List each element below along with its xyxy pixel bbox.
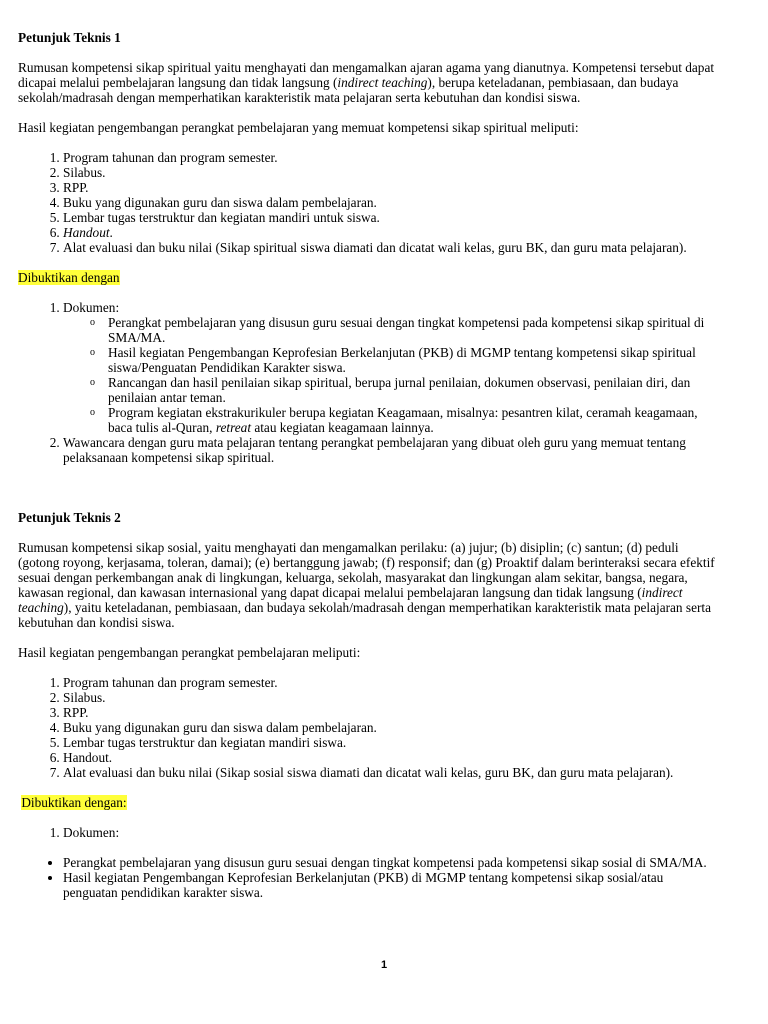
list-item: o Hasil kegiatan Pengembangan Keprofesian Berkelanjutan (PKB) di MGMP tentang kompetensi sikap spiritual siswa/Penguatan Pendidikan Karakter siswa. xyxy=(108,345,718,375)
list-item: 3. RPP. xyxy=(63,705,718,720)
section-2-proof-bullets xyxy=(18,855,718,900)
list-item: 2. Silabus. xyxy=(63,690,718,705)
list-item: 6. Handout. xyxy=(63,225,718,240)
section-2-lead: Hasil kegiatan pengembangan perangkat pembelajaran meliputi: xyxy=(18,645,361,660)
section-2-proof-list xyxy=(18,825,718,840)
list-item: 3. RPP. xyxy=(63,180,718,195)
section-2-intro: Rumusan kompetensi sikap sosial, yaitu menghayati dan mengamalkan perilaku: (a) jujur; (b) disiplin; (c) santun; (d) peduli (gotong royong, kerjasama, toleran, damai); (e) bertanggung jawab; (f) responsif; dan (g) Proaktif dalam berinteraksi secara efektif sesuai dengan perkembangan anak di lingkungan, keluarga, sekolah, masyarakat dan lingkungan alam sekitar, bangsa, negara, kawasan regional, dan kawasan internasional yang dapat dicapai melalui pembelajaran langsung dan tidak langsung (indirect teaching), yaitu keteladanan, pembiasaan, dan budaya sekolah/madrasah dengan memperhatikan karakteristik mata pelajaran serta kebutuhan dan kondisi siswa. xyxy=(18,540,715,630)
list-item: 4. Buku yang digunakan guru dan siswa dalam pembelajaran. xyxy=(63,195,718,210)
section-1-lead: Hasil kegiatan pengembangan perangkat pembelajaran yang memuat kompetensi sikap spiritual meliputi: xyxy=(18,120,579,135)
section-1-proof-sublist xyxy=(63,315,718,435)
list-item: 2. Silabus. xyxy=(63,165,718,180)
list-item: o Rancangan dan hasil penilaian sikap spiritual, berupa jurnal penilaian, dokumen observasi, penilaian diri, dan penilaian antar teman. xyxy=(108,375,718,405)
document-body xyxy=(18,30,718,900)
section-2-proof-label: Dibuktikan dengan: xyxy=(21,795,127,810)
section-spacer xyxy=(18,480,718,510)
list-item: 5. Lembar tugas terstruktur dan kegiatan mandiri untuk siswa. xyxy=(63,210,718,225)
list-item: 7. Alat evaluasi dan buku nilai (Sikap sosial siswa diamati dan dicatat wali kelas, guru BK, dan guru mata pelajaran). xyxy=(63,765,718,780)
list-item: • Hasil kegiatan Pengembangan Keprofesian Berkelanjutan (PKB) di MGMP tentang kompetensi sikap sosial/atau penguatan pendidikan karakter siswa. xyxy=(63,870,718,900)
list-item: 6. Handout. xyxy=(63,750,718,765)
list-item: • Perangkat pembelajaran yang disusun guru sesuai dengan tingkat kompetensi pada kompetensi sikap sosial di SMA/MA. xyxy=(63,855,718,870)
list-item: 5. Lembar tugas terstruktur dan kegiatan mandiri siswa. xyxy=(63,735,718,750)
list-item: 2. Wawancara dengan guru mata pelajaran tentang perangkat pembelajaran yang dibuat oleh guru yang memuat tentang pelaksanaan kompetensi sikap spiritual. xyxy=(63,435,718,465)
section-2-title: Petunjuk Teknis 2 xyxy=(18,510,121,525)
section-1-proof-label: Dibuktikan dengan xyxy=(18,270,120,285)
list-item: 1. Dokumen: o Perangkat pembelajaran yang disusun guru sesuai dengan tingkat kompetensi pada kompetensi sikap spiritual di SMA/MA. o Hasil kegiatan Pengembangan Keprofesian Berkelanjutan (PKB) di MGMP tentang kompetensi sikap spiritual siswa/Penguatan Pendidikan Karakter siswa. o Rancangan dan hasil penilaian sikap spiritual, berupa jurnal penilaian, dokumen observasi, penilaian diri, dan penilaian antar teman. o Program kegiatan ekstrakurikuler berupa kegiatan Keagamaan, misalnya: pesantren kilat, ceramah keagamaan, baca tulis al-Quran, retreat atau kegiatan keagamaan lainnya. xyxy=(63,300,718,435)
list-item: 7. Alat evaluasi dan buku nilai (Sikap spiritual siswa diamati dan dicatat wali kelas, guru BK, dan guru mata pelajaran). xyxy=(63,240,718,255)
list-item: o Program kegiatan ekstrakurikuler berupa kegiatan Keagamaan, misalnya: pesantren kilat, ceramah keagamaan, baca tulis al-Quran, retreat atau kegiatan keagamaan lainnya. xyxy=(108,405,718,435)
list-item: 1. Program tahunan dan program semester. xyxy=(63,675,718,690)
list-item: 4. Buku yang digunakan guru dan siswa dalam pembelajaran. xyxy=(63,720,718,735)
section-2-list xyxy=(18,675,718,780)
list-item: o Perangkat pembelajaran yang disusun guru sesuai dengan tingkat kompetensi pada kompetensi sikap spiritual di SMA/MA. xyxy=(108,315,718,345)
section-1-intro: Rumusan kompetensi sikap spiritual yaitu menghayati dan mengamalkan ajaran agama yang dianutnya. Kompetensi tersebut dapat dicapai melalui pembelajaran langsung dan tidak langsung (indirect teaching), berupa keteladanan, pembiasaan, dan budaya sekolah/madrasah dengan memperhatikan karakteristik mata pelajaran serta kebutuhan dan kondisi siswa. xyxy=(18,60,715,105)
page-number: 1 xyxy=(380,959,388,971)
section-1-title: Petunjuk Teknis 1 xyxy=(18,30,121,45)
section-1-list xyxy=(18,150,718,255)
section-1-proof-list xyxy=(18,300,718,465)
list-item: 1. Program tahunan dan program semester. xyxy=(63,150,718,165)
list-item: 1. Dokumen: xyxy=(63,825,718,840)
